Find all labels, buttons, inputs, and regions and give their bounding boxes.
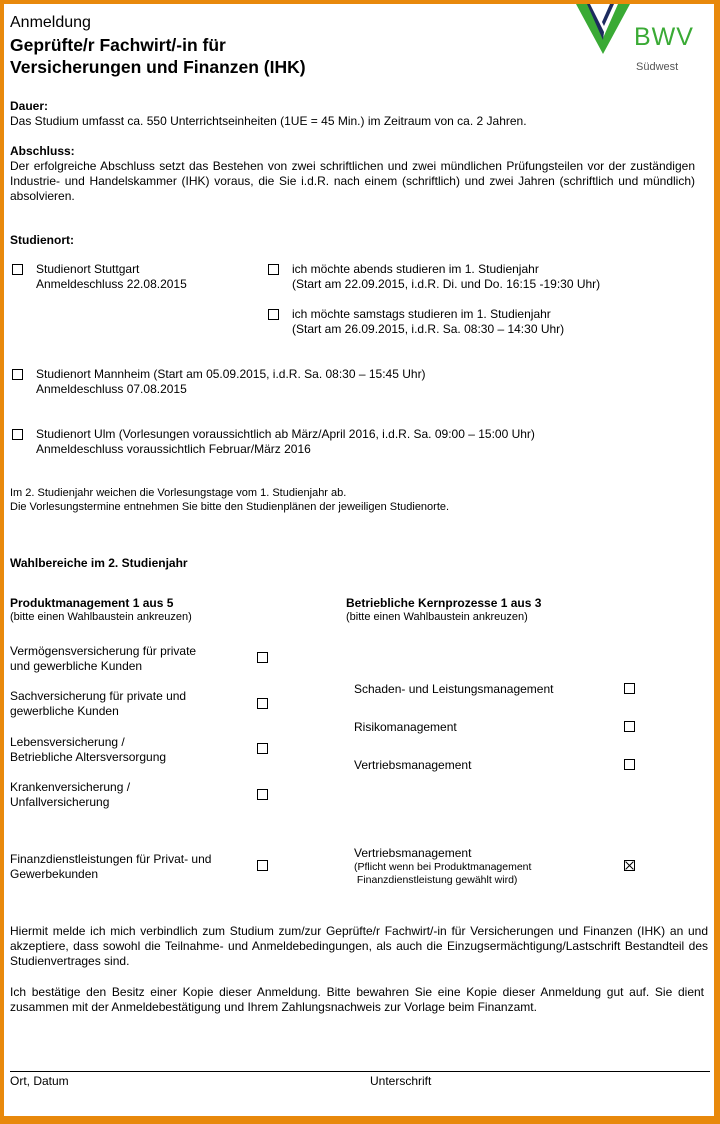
produktmanagement-title: Produktmanagement 1 aus 5 <box>10 596 174 610</box>
pflicht-vertrieb-checkbox[interactable] <box>624 860 635 871</box>
wahl-left-item <box>10 735 166 765</box>
pflicht-note: Finanzdienstleistung gewählt wird) <box>354 874 518 886</box>
wahl-right-item: Risikomanagement <box>354 720 457 734</box>
abschluss-heading: Abschluss: <box>10 144 75 158</box>
stuttgart-label: Studienort Stuttgart <box>36 262 140 276</box>
abends-label: ich möchte abends studieren im 1. Studienjahr <box>292 262 539 276</box>
wahl-left-item <box>10 852 211 882</box>
bwv-logo <box>574 4 704 84</box>
title-line-2: Versicherungen und Finanzen (IHK) <box>10 57 306 77</box>
samstags-checkbox[interactable] <box>268 309 279 320</box>
kranken-checkbox[interactable] <box>257 789 268 800</box>
stuttgart-deadline: Anmeldeschluss 22.08.2015 <box>36 277 187 291</box>
sach-checkbox[interactable] <box>257 698 268 709</box>
signature-line <box>10 1071 710 1072</box>
declaration-paragraph-2: Ich bestätige den Besitz einer Kopie dieser Anmeldung. Bitte bewahren Sie eine Kopie dieser Anmeldung gut auf. Sie dient zusammen mit der Anmeldebestätigung und Ihrem Zahlungsnachweis zur Vorlage beim Finanzamt. <box>10 985 704 1014</box>
dauer-text: Das Studium umfasst ca. 550 Unterrichtseinheiten (1UE = 45 Min.) im Zeitraum von ca. 2 Jahren. <box>10 114 527 128</box>
studienort-note <box>10 486 449 514</box>
risiko-checkbox[interactable] <box>624 721 635 732</box>
samstags-label: ich möchte samstags studieren im 1. Studienjahr <box>292 307 551 321</box>
stuttgart-option <box>36 262 187 292</box>
item-line: Sachversicherung für private und <box>10 689 187 703</box>
item-line: Unfallversicherung <box>10 795 110 809</box>
ulm-checkbox[interactable] <box>12 429 23 440</box>
kernprozesse-title: Betriebliche Kernprozesse 1 aus 3 <box>346 596 542 610</box>
item-line: Betriebliche Altersversorgung <box>10 750 167 764</box>
wahl-left-item <box>10 780 130 810</box>
registration-form-page <box>4 4 714 1116</box>
abends-checkbox[interactable] <box>268 264 279 275</box>
wahl-heading: Wahlbereiche im 2. Studienjahr <box>10 556 188 570</box>
samstags-option <box>292 307 564 337</box>
mannheim-deadline: Anmeldeschluss 07.08.2015 <box>36 382 187 396</box>
note-line-2: Die Vorlesungstermine entnehmen Sie bitte den Studienplänen der jeweiligen Studienorte. <box>10 501 450 513</box>
mannheim-label: Studienort Mannheim (Start am 05.09.2015, i.d.R. Sa. 08:30 – 15:45 Uhr) <box>36 367 426 381</box>
mannheim-option <box>36 367 426 397</box>
logo-check-icon <box>574 4 634 56</box>
pflicht-label: Vertriebsmanagement <box>354 846 472 860</box>
page-title <box>10 34 306 78</box>
finanz-checkbox[interactable] <box>257 860 268 871</box>
wahl-right-item: Vertriebsmanagement <box>354 758 472 772</box>
logo-subtitle: Südwest <box>636 61 679 73</box>
logo-text: BWV <box>634 23 694 51</box>
form-kicker: Anmeldung <box>10 14 91 31</box>
ulm-option <box>36 427 535 457</box>
vertrieb-checkbox[interactable] <box>624 759 635 770</box>
ulm-deadline: Anmeldeschluss voraussichtlich Februar/März 2016 <box>36 442 311 456</box>
studienort-heading: Studienort: <box>10 233 74 247</box>
wahl-left-item <box>10 644 196 674</box>
note-line-1: Im 2. Studienjahr weichen die Vorlesungstage vom 1. Studienjahr ab. <box>10 487 347 499</box>
kernprozesse-hint: (bitte einen Wahlbaustein ankreuzen) <box>346 611 528 623</box>
produktmanagement-hint: (bitte einen Wahlbaustein ankreuzen) <box>10 611 192 623</box>
item-line: Lebensversicherung / <box>10 735 125 749</box>
wahl-right-item: Schaden- und Leistungsmanagement <box>354 682 554 696</box>
abends-option <box>292 262 600 292</box>
item-line: gewerbliche Kunden <box>10 704 119 718</box>
item-line: Krankenversicherung / <box>10 780 131 794</box>
leben-checkbox[interactable] <box>257 743 268 754</box>
abschluss-text: Der erfolgreiche Abschluss setzt das Bestehen von zwei schriftlichen und zwei mündlichen Prüfungsteilen vor der zuständigen Industrie- und Handelskammer (IHK) voraus, die Sie i.d.R. nach einem (schriftlich) und zwei Jahren (schriftlich und mündlich) absolvieren. <box>10 159 695 203</box>
item-line: und gewerbliche Kunden <box>10 659 143 673</box>
unterschrift-label: Unterschrift <box>370 1074 432 1088</box>
item-line: Finanzdienstleistungen für Privat- und <box>10 852 212 866</box>
abends-schedule: (Start am 22.09.2015, i.d.R. Di. und Do. 16:15 -19:30 Uhr) <box>292 277 601 291</box>
vermoegens-checkbox[interactable] <box>257 652 268 663</box>
dauer-heading: Dauer: <box>10 99 49 113</box>
schaden-checkbox[interactable] <box>624 683 635 694</box>
samstags-schedule: (Start am 26.09.2015, i.d.R. Sa. 08:30 – 14:30 Uhr) <box>292 322 565 336</box>
pflicht-note: (Pflicht wenn bei Produktmanagement <box>354 861 532 873</box>
title-line-1: Geprüfte/r Fachwirt/-in für <box>10 35 226 55</box>
ulm-label: Studienort Ulm (Vorlesungen voraussichtlich ab März/April 2016, i.d.R. Sa. 09:00 – 15:00 Uhr) <box>36 427 535 441</box>
item-line: Gewerbekunden <box>10 867 99 881</box>
mannheim-checkbox[interactable] <box>12 369 23 380</box>
wahl-left-item <box>10 689 186 719</box>
stuttgart-checkbox[interactable] <box>12 264 23 275</box>
pflicht-item <box>354 846 531 887</box>
ort-datum-label: Ort, Datum <box>10 1074 69 1088</box>
item-line: Vermögensversicherung für private <box>10 644 197 658</box>
declaration-paragraph-1: Hiermit melde ich mich verbindlich zum Studium zum/zur Geprüfte/r Fachwirt/-in für Versicherungen und Finanzen (IHK) an und akzeptiere, dass sowohl die Teilnahme- und Anmeldebedingungen, als auch die Einzugsermächtigung/Lastschrift Bestandteil des Studienvertrages sind. <box>10 924 708 968</box>
